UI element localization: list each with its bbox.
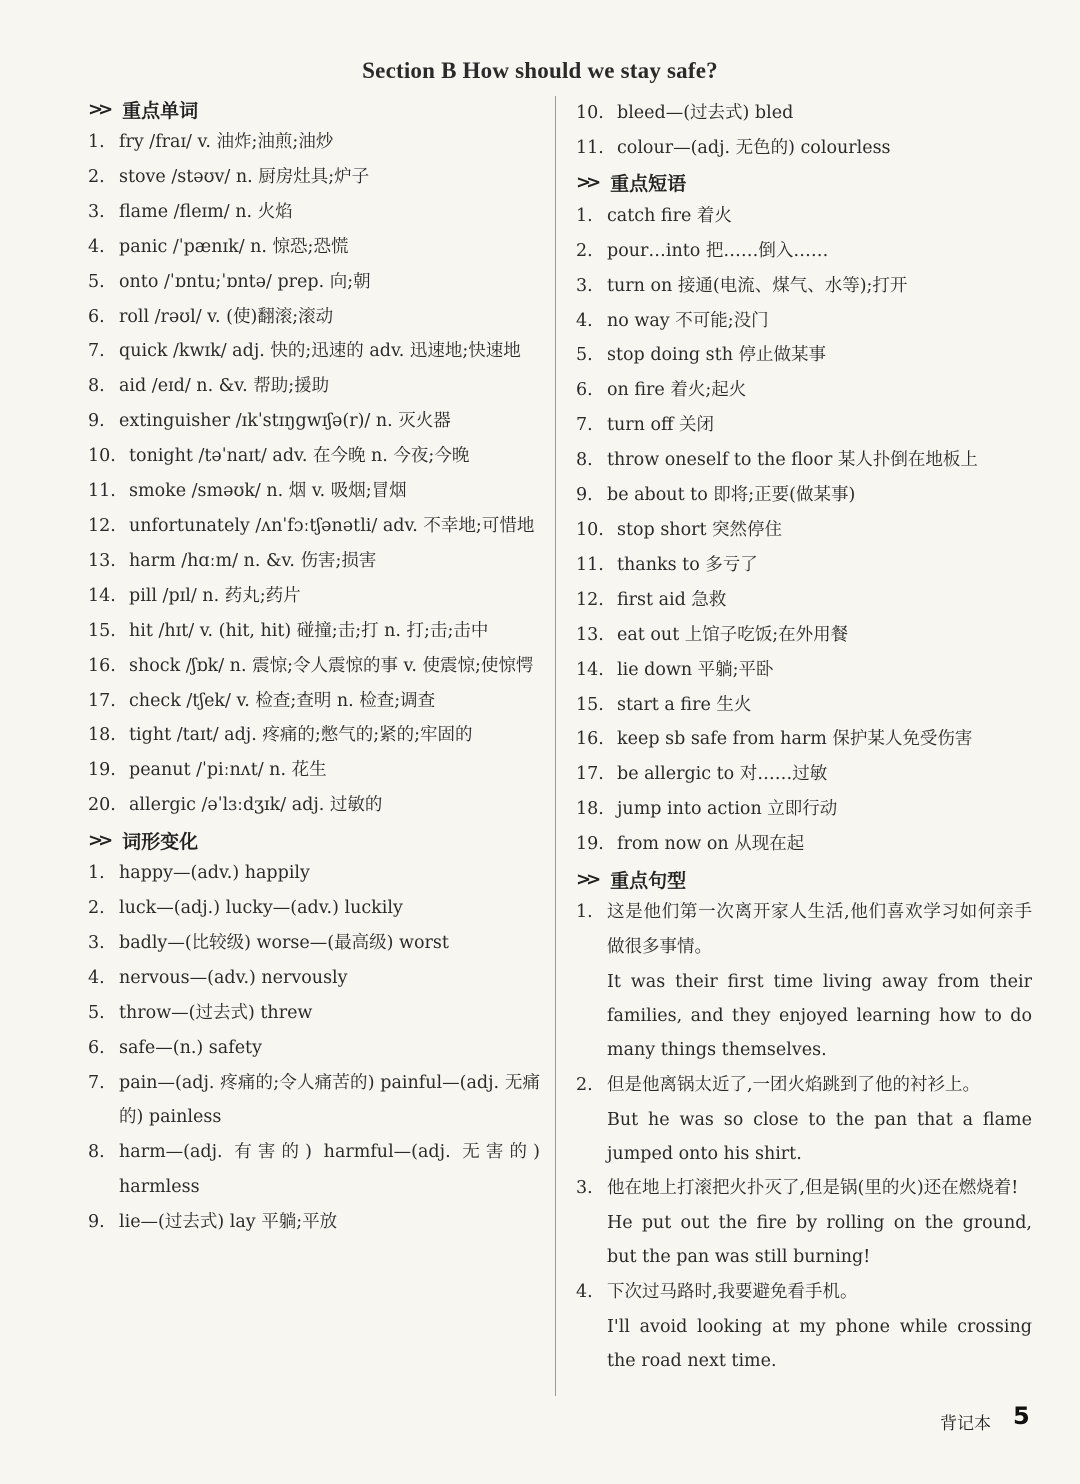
sentence-english: I'll avoid looking at my phone while crossing the road next time.	[607, 1316, 1032, 1371]
item-number: 9.	[88, 1212, 105, 1233]
section-heading-phrases	[576, 167, 1032, 199]
list-item	[88, 195, 540, 230]
item-number: 14.	[88, 585, 116, 606]
list-item	[88, 996, 540, 1031]
item-text: nervous—(adv.) nervously	[119, 967, 348, 988]
item-text: tight /taɪt/ adj. 疼痛的;憋气的;紧的;牢固的	[129, 725, 473, 746]
list-item	[88, 439, 540, 474]
item-number: 1.	[88, 132, 105, 152]
footer-label: 背记本	[940, 1414, 991, 1434]
list-item	[576, 548, 1032, 583]
item-text: stop short 突然停住	[617, 519, 783, 540]
item-number: 12.	[88, 515, 116, 536]
item-number: 6.	[88, 306, 105, 327]
item-text: turn on 接通(电流、煤气、水等);打开	[607, 275, 908, 296]
page-title: Section B How should we stay safe?	[362, 58, 718, 83]
item-text: luck—(adj.) lucky—(adv.) luckily	[119, 898, 403, 919]
item-text: pill /pɪl/ n. 药丸;药片	[129, 585, 301, 606]
section-heading-label: 重点句型	[610, 869, 687, 892]
list-item	[88, 614, 540, 649]
item-text: aid /eɪd/ n. &v. 帮助;援助	[119, 376, 330, 397]
item-number: 19.	[576, 834, 604, 855]
item-text: no way 不可能;没门	[607, 310, 769, 331]
item-number: 3.	[88, 932, 105, 953]
item-number: 10.	[576, 103, 604, 123]
item-number: 4.	[576, 310, 593, 331]
item-number: 2.	[576, 240, 593, 261]
list-item	[576, 792, 1032, 827]
sentence-chinese: 他在地上打滚把火扑灭了,但是锅(里的火)还在燃烧着!	[607, 1178, 1019, 1199]
item-text: stop doing sth 停止做某事	[607, 345, 827, 366]
list-item	[88, 684, 540, 719]
item-text: panic /ˈpænɪk/ n. 惊恐;恐慌	[119, 236, 349, 257]
list-item	[88, 404, 540, 439]
item-text: jump into action 立即行动	[617, 799, 838, 820]
sentence-item	[576, 895, 1032, 1068]
item-number: 11.	[88, 481, 116, 502]
item-number: 14.	[576, 659, 604, 680]
item-text: pour…into 把……倒入……	[607, 240, 829, 261]
item-text: from now on 从现在起	[617, 834, 805, 855]
item-number: 10.	[88, 446, 116, 467]
item-number: 13.	[576, 624, 604, 645]
list-item	[88, 300, 540, 335]
list-item	[88, 1135, 540, 1205]
item-text: be about to 即将;正要(做某事)	[607, 485, 856, 506]
item-text: tonight /təˈnaɪt/ adv. 在今晚 n. 今夜;今晚	[129, 446, 470, 467]
item-number: 3.	[576, 275, 593, 296]
list-item	[576, 583, 1032, 618]
item-number: 7.	[88, 341, 105, 362]
item-text: start a fire 生火	[617, 694, 752, 715]
list-item	[88, 1031, 540, 1066]
list-item	[576, 408, 1032, 443]
item-text: quick /kwɪk/ adj. 快的;迅速的 adv. 迅速地;快速地	[119, 341, 521, 362]
item-text: badly—(比较级) worse—(最高级) worst	[119, 932, 449, 953]
item-text: unfortunately /ʌnˈfɔːtʃənətli/ adv. 不幸地;可惜地	[129, 515, 535, 536]
item-text: shock /ʃɒk/ n. 震惊;令人震惊的事 v. 使震惊;使惊愕	[129, 655, 534, 676]
item-number: 5.	[576, 345, 593, 366]
item-number: 6.	[576, 380, 593, 401]
list-item	[576, 653, 1032, 688]
item-text: be allergic to 对……过敏	[617, 764, 828, 785]
item-text: catch fire 着火	[607, 205, 732, 226]
list-item	[576, 304, 1032, 339]
item-number: 7.	[88, 1072, 105, 1093]
item-text: lie down 平躺;平卧	[617, 659, 774, 680]
item-number: 10.	[576, 519, 604, 540]
item-text: first aid 急救	[617, 589, 727, 610]
list-item	[576, 131, 1032, 166]
phrases-list	[576, 199, 1032, 862]
sentence-chinese: 这是他们第一次离开家人生活,他们喜欢学习如何亲手做很多事情。	[607, 902, 1032, 957]
right-column	[576, 96, 1032, 1378]
item-number: 17.	[88, 690, 116, 711]
item-text: happy—(adv.) happily	[119, 863, 310, 884]
list-item	[88, 509, 540, 544]
sentence-item	[576, 1275, 1032, 1379]
double-chevron-icon: >>	[576, 172, 597, 194]
item-number: 2.	[88, 898, 105, 919]
section-heading-words	[88, 93, 540, 125]
list-item	[88, 265, 540, 300]
list-item	[576, 688, 1032, 723]
list-item	[576, 513, 1032, 548]
list-item	[88, 649, 540, 684]
double-chevron-icon: >>	[88, 98, 109, 120]
item-text: pain—(adj. 疼痛的;令人痛苦的) painful—(adj. 无痛的) painless	[119, 1072, 540, 1128]
double-chevron-icon: >>	[88, 829, 109, 851]
section-heading-sentences	[576, 863, 1032, 895]
list-item	[88, 369, 540, 404]
item-number: 13.	[88, 550, 116, 571]
left-column	[88, 92, 540, 1240]
list-item	[88, 160, 540, 195]
list-item	[88, 926, 540, 961]
item-number: 17.	[576, 764, 604, 785]
column-divider	[555, 96, 556, 1396]
sentence-chinese: 下次过马路时,我要避免看手机。	[607, 1281, 858, 1302]
sentence-chinese-row	[576, 1171, 1032, 1206]
item-text: throw oneself to the floor 某人扑倒在地板上	[607, 450, 978, 471]
item-text: thanks to 多亏了	[617, 554, 758, 575]
item-number: 5.	[88, 1002, 105, 1023]
item-number: 12.	[576, 589, 604, 610]
item-number: 8.	[88, 1142, 105, 1163]
list-item	[88, 125, 540, 160]
item-number: 6.	[88, 1037, 105, 1058]
list-item	[88, 544, 540, 579]
list-item	[576, 199, 1032, 234]
item-text: eat out 上馆子吃饭;在外用餐	[617, 624, 849, 645]
item-number: 2.	[576, 1074, 593, 1095]
item-text: harm /hɑːm/ n. &v. 伤害;损害	[129, 550, 377, 571]
item-number: 8.	[576, 450, 593, 471]
section-heading-label: 重点单词	[122, 99, 199, 122]
sentence-item	[576, 1068, 1032, 1172]
list-item	[88, 718, 540, 753]
list-item	[576, 618, 1032, 653]
item-number: 5.	[88, 271, 105, 292]
item-text: check /tʃek/ v. 检查;查明 n. 检查;调查	[129, 690, 436, 711]
list-item	[88, 334, 540, 369]
sentence-chinese-row	[576, 895, 1032, 965]
item-number: 1.	[88, 863, 105, 884]
page-number: 5	[1013, 1402, 1030, 1430]
item-number: 18.	[88, 725, 116, 746]
list-item	[88, 891, 540, 926]
item-text: fry /fraɪ/ v. 油炸;油煎;油炒	[119, 132, 334, 152]
list-item	[88, 753, 540, 788]
sentence-item	[576, 1171, 1032, 1275]
list-item	[88, 230, 540, 265]
item-number: 4.	[576, 1281, 593, 1302]
item-text: smoke /sməʊk/ n. 烟 v. 吸烟;冒烟	[129, 481, 407, 502]
item-text: turn off 关闭	[607, 415, 715, 436]
sentence-english: But he was so close to the pan that a flame jumped onto his shirt.	[607, 1109, 1032, 1164]
item-text: colour—(adj. 无色的) colourless	[617, 137, 891, 158]
item-number: 2.	[88, 166, 105, 187]
list-item	[88, 1066, 540, 1136]
item-number: 20.	[88, 795, 116, 816]
item-text: extinguisher /ɪkˈstɪŋgwɪʃə(r)/ n. 灭火器	[119, 411, 451, 432]
item-text: keep sb safe from harm 保护某人免受伤害	[617, 729, 973, 750]
double-chevron-icon: >>	[576, 868, 597, 890]
item-number: 15.	[576, 694, 604, 715]
sentence-english: It was their first time living away from their families, and they enjoyed learning how to do many things themselves.	[607, 971, 1032, 1061]
words-list	[88, 125, 540, 823]
list-item	[576, 96, 1032, 131]
item-number: 15.	[88, 620, 116, 641]
item-number: 3.	[88, 201, 105, 222]
list-item	[88, 1205, 540, 1240]
item-number: 4.	[88, 967, 105, 988]
item-text: allergic /əˈlɜːdʒɪk/ adj. 过敏的	[129, 795, 383, 816]
item-number: 4.	[88, 236, 105, 257]
list-item	[88, 961, 540, 996]
forms-list	[88, 856, 540, 1240]
forms-list-continued	[576, 96, 1032, 166]
sentence-english: He put out the fire by rolling on the ground, but the pan was still burning!	[607, 1213, 1032, 1268]
sentences-list	[576, 895, 1032, 1378]
list-item	[576, 373, 1032, 408]
item-number: 7.	[576, 415, 593, 436]
item-number: 1.	[576, 205, 593, 226]
item-text: roll /rəʊl/ v. (使)翻滚;滚动	[119, 306, 334, 327]
item-number: 19.	[88, 760, 116, 781]
item-text: safe—(n.) safety	[119, 1037, 262, 1058]
list-item	[576, 827, 1032, 862]
list-item	[576, 234, 1032, 269]
item-number: 1.	[576, 902, 593, 923]
item-text: on fire 着火;起火	[607, 380, 747, 401]
sentence-chinese-row	[576, 1068, 1032, 1103]
section-heading-forms	[88, 824, 540, 856]
sentence-chinese-row	[576, 1275, 1032, 1310]
item-number: 16.	[576, 729, 604, 750]
list-item	[576, 757, 1032, 792]
item-number: 3.	[576, 1178, 593, 1199]
item-text: bleed—(过去式) bled	[617, 103, 794, 123]
item-text: onto /ˈɒntu;ˈɒntə/ prep. 向;朝	[119, 271, 371, 292]
item-number: 9.	[88, 411, 105, 432]
item-number: 11.	[576, 137, 604, 158]
item-number: 8.	[88, 376, 105, 397]
item-text: lie—(过去式) lay 平躺;平放	[119, 1212, 338, 1233]
section-heading-label: 重点短语	[610, 173, 687, 196]
item-number: 18.	[576, 799, 604, 820]
list-item	[576, 338, 1032, 373]
list-item	[88, 579, 540, 614]
section-heading-label: 词形变化	[122, 830, 199, 853]
item-number: 16.	[88, 655, 116, 676]
item-number: 11.	[576, 554, 604, 575]
list-item	[576, 478, 1032, 513]
list-item	[88, 474, 540, 509]
sentence-chinese: 但是他离锅太近了,一团火焰跳到了他的衬衫上。	[607, 1074, 981, 1095]
list-item	[576, 722, 1032, 757]
list-item	[88, 788, 540, 823]
item-text: peanut /ˈpiːnʌt/ n. 花生	[129, 760, 327, 781]
list-item	[576, 269, 1032, 304]
list-item	[88, 856, 540, 891]
item-text: throw—(过去式) threw	[119, 1002, 313, 1023]
item-text: hit /hɪt/ v. (hit, hit) 碰撞;击;打 n. 打;击;击中	[129, 620, 489, 641]
item-number: 9.	[576, 485, 593, 506]
item-text: stove /stəʊv/ n. 厨房灶具;炉子	[119, 166, 370, 187]
item-text: flame /fleɪm/ n. 火焰	[119, 201, 293, 222]
item-text: harm—(adj. 有害的) harmful—(adj. 无害的) harmless	[119, 1142, 540, 1198]
list-item	[576, 443, 1032, 478]
